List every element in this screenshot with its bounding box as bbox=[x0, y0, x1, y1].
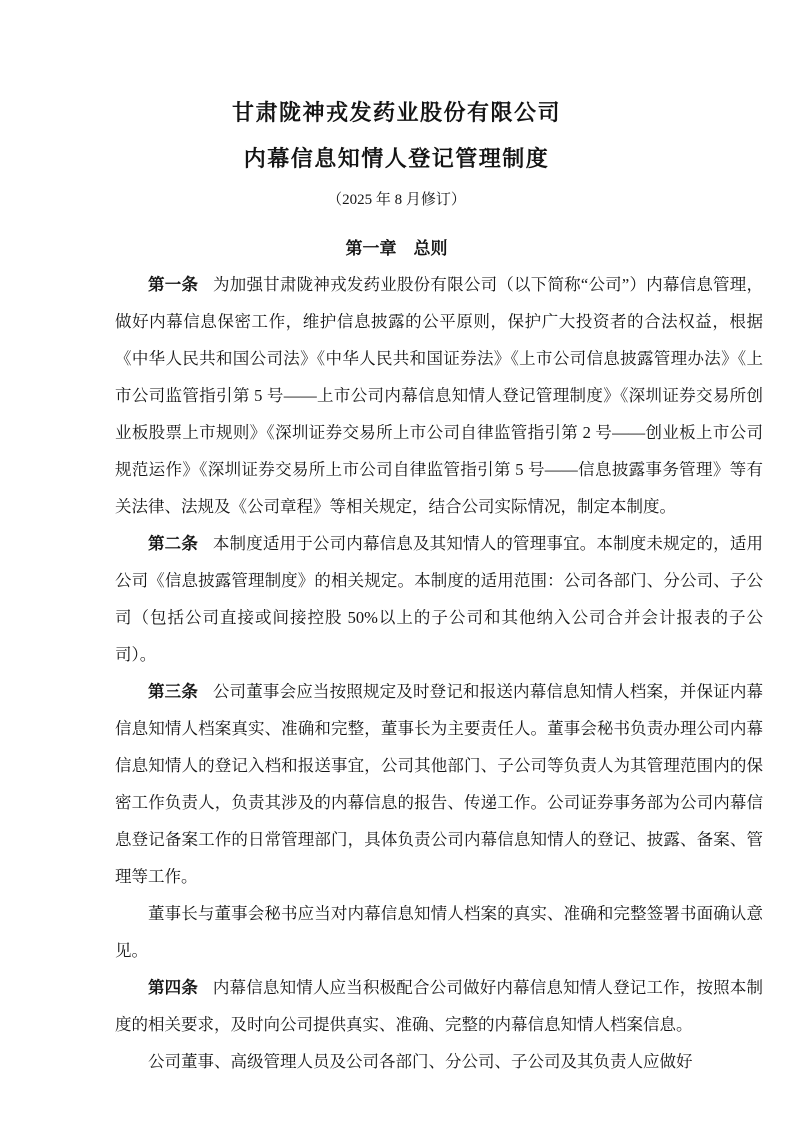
article-text: 公司董事、高级管理人员及公司各部门、分公司、子公司及其负责人应做好 bbox=[148, 1052, 693, 1071]
article-label: 第四条 bbox=[148, 978, 199, 997]
paragraph bbox=[115, 525, 763, 673]
article-text: 内幕信息知情人应当积极配合公司做好内幕信息知情人登记工作，按照本制度的相关要求，及时向公司提供真实、准确、完整的内幕信息知情人档案信息。 bbox=[115, 978, 764, 1034]
article-text: 为加强甘肃陇神戎发药业股份有限公司（以下简称“公司”）内幕信息管理，做好内幕信息保密工作，维护信息披露的公平原则，保护广大投资者的合法权益，根据《中华人民共和国公司法》《中华人民共和国证券法》《上市公司信息披露管理办法》《上市公司监管指引第 5 号——上市公司内幕信息知情人登记管理制度》《深圳证券交易所创业板股票上市规则》《深圳证券交易所上市公司自律监管指引第 2 号——创业板上市公司规范运作》《深圳证券交易所上市公司自律监管指引第 5 号——信息披露事务管理》等有关法律、法规及《公司章程》等相关规定，结合公司实际情况，制定本制度。 bbox=[115, 275, 763, 516]
document-title: 甘肃陇神戎发药业股份有限公司 bbox=[231, 100, 561, 125]
paragraph bbox=[115, 969, 763, 1043]
article-text: 公司董事会应当按照规定及时登记和报送内幕信息知情人档案，并保证内幕信息知情人档案真实、准确和完整，董事长为主要责任人。董事会秘书负责办理公司内幕信息知情人的登记入档和报送事宜，公司其他部门、子公司等负责人为其管理范围内的保密工作负责人，负责其涉及的内幕信息的报告、传递工作。公司证券事务部为公司内幕信息登记备案工作的日常管理部门，具体负责公司内幕信息知情人的登记、披露、备案、管理等工作。 bbox=[115, 682, 764, 886]
paragraph bbox=[115, 673, 763, 895]
article-text: 董事长与董事会秘书应当对内幕信息知情人档案的真实、准确和完整签署书面确认意见。 bbox=[115, 904, 763, 960]
chapter-heading: 第一章 总则 bbox=[345, 239, 448, 258]
paragraph bbox=[115, 266, 763, 525]
article-label: 第一条 bbox=[148, 275, 199, 294]
article-label: 第三条 bbox=[148, 682, 199, 701]
article-label: 第二条 bbox=[148, 534, 199, 553]
document-body bbox=[115, 266, 763, 1080]
article-text: 本制度适用于公司内幕信息及其知情人的管理事宜。本制度未规定的，适用公司《信息披露管理制度》的相关规定。本制度的适用范围：公司各部门、分公司、子公司（包括公司直接或间接控股 50%以上的子公司和其他纳入公司合并会计报表的子公司）。 bbox=[115, 534, 764, 664]
paragraph bbox=[115, 1043, 763, 1080]
document-subtitle: 内幕信息知情人登记管理制度 bbox=[243, 146, 550, 171]
paragraph bbox=[115, 895, 763, 969]
revision-note: （2025 年 8 月修订） bbox=[327, 192, 466, 208]
